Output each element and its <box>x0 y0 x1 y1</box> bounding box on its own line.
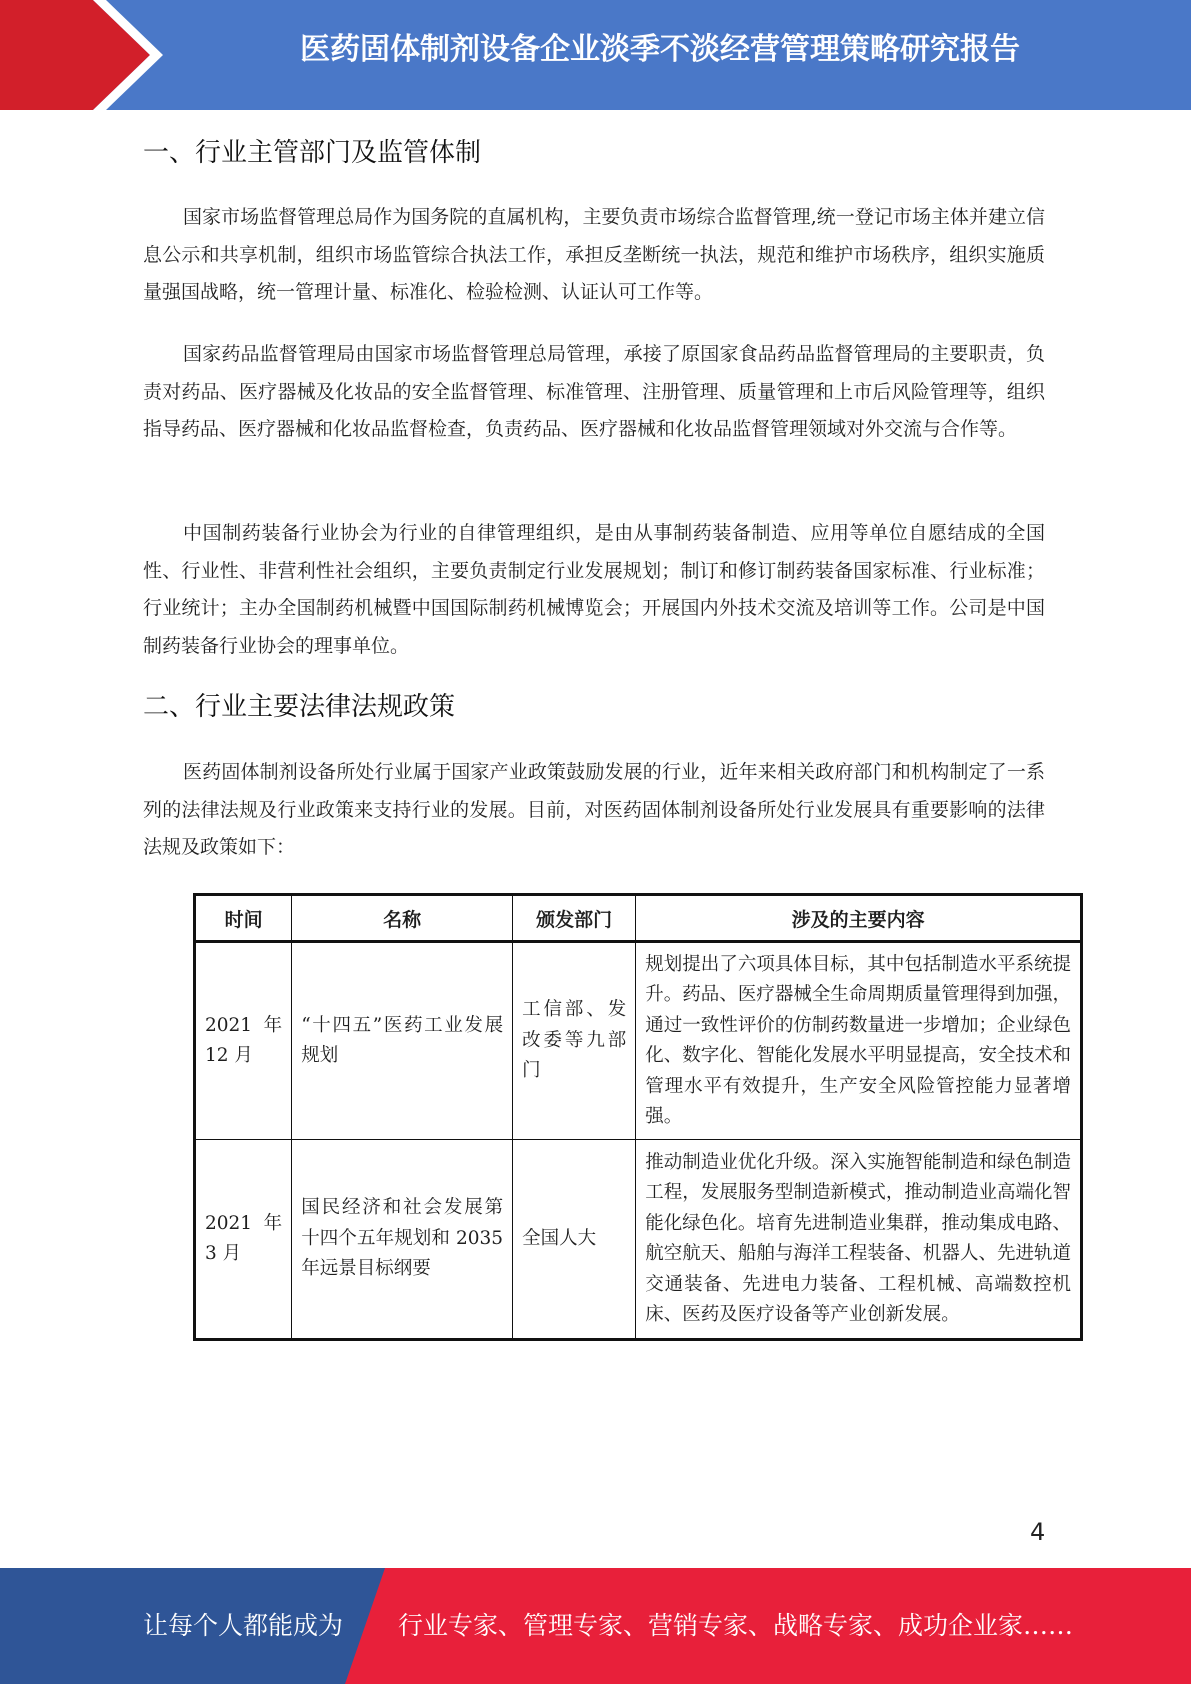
column-header-time: 时间 <box>195 895 292 942</box>
cell-name: 国民经济和社会发展第十四个五年规划和 2035 年远景目标纲要 <box>292 1140 513 1340</box>
cell-time: 2021 年 3 月 <box>195 1140 292 1340</box>
footer-slogan-right: 行业专家、管理专家、营销专家、战略专家、成功企业家…… <box>398 1611 1074 1640</box>
paragraph: 国家药品监督管理局由国家市场监督管理总局管理，承接了原国家食品药品监督管理局的主要职责，负责对药品、医疗器械及化妆品的安全监督管理、标准管理、注册管理、质量管理和上市后风险管理等，组织指导药品、医疗器械和化妆品监督检查，负责药品、医疗器械和化妆品监督管理领域对外交流与合作等。 <box>143 343 1045 440</box>
paragraph: 医药固体制剂设备所处行业属于国家产业政策鼓励发展的行业，近年来相关政府部门和机构制定了一系列的法律法规及行业政策来支持行业的发展。目前，对医药固体制剂设备所处行业发展具有重要影响的法律法规及政策如下： <box>143 761 1045 858</box>
page-number: 4 <box>1030 1518 1046 1546</box>
column-header-dept: 颁发部门 <box>513 895 636 942</box>
column-header-content: 涉及的主要内容 <box>636 895 1082 942</box>
report-title: 医药固体制剂设备企业淡季不淡经营管理策略研究报告 <box>300 32 1020 67</box>
section-heading-policies: 二、行业主要法律法规政策 <box>143 692 456 722</box>
cell-content: 推动制造业优化升级。深入实施智能制造和绿色制造工程，发展服务型制造新模式，推动制造业高端化智能化绿色化。培育先进制造业集群，推动集成电路、航空航天、船舶与海洋工程装备、机器人、先进轨道交通装备、先进电力装备、工程机械、高端数控机床、医药及医疗设备等产业创新发展。 <box>636 1140 1082 1340</box>
paragraph: 中国制药装备行业协会为行业的自律管理组织，是由从事制药装备制造、应用等单位自愿结成的全国性、行业性、非营利性社会组织，主要负责制定行业发展规划；制订和修订制药装备国家标准、行业标准；行业统计；主办全国制药机械暨中国国际制药机械博览会；开展国内外技术交流及培训等工作。公司是中国制药装备行业协会的理事单位。 <box>143 522 1045 657</box>
column-header-name: 名称 <box>292 895 513 942</box>
cell-dept: 工信部、发改委等九部门 <box>513 942 636 1140</box>
table-row <box>195 1140 1082 1340</box>
cell-content: 规划提出了六项具体目标，其中包括制造水平系统提升。药品、医疗器械全生命周期质量管理得到加强，通过一致性评价的仿制药数量进一步增加；企业绿色化、数字化、智能化发展水平明显提高，安全技术和管理水平有效提升，生产安全风险管控能力显著增强。 <box>636 942 1082 1140</box>
footer-banner <box>0 1568 1191 1684</box>
cell-name: “十四五”医药工业发展规划 <box>292 942 513 1140</box>
section-heading-regulation: 一、行业主管部门及监管体制 <box>143 138 482 168</box>
cell-time: 2021 年 12 月 <box>195 942 292 1140</box>
header-banner <box>0 0 1191 110</box>
footer-slogan-left: 让每个人都能成为 <box>143 1611 344 1640</box>
table-row <box>195 942 1082 1140</box>
paragraph: 国家市场监督管理总局作为国务院的直属机构，主要负责市场综合监督管理,统一登记市场主体并建立信息公示和共享机制，组织市场监管综合执法工作，承担反垄断统一执法，规范和维护市场秩序，组织实施质量强国战略，统一管理计量、标准化、检验检测、认证认可工作等。 <box>143 206 1045 303</box>
cell-dept: 全国人大 <box>513 1140 636 1340</box>
policy-table <box>193 893 1083 1341</box>
table-header-row <box>195 895 1082 942</box>
